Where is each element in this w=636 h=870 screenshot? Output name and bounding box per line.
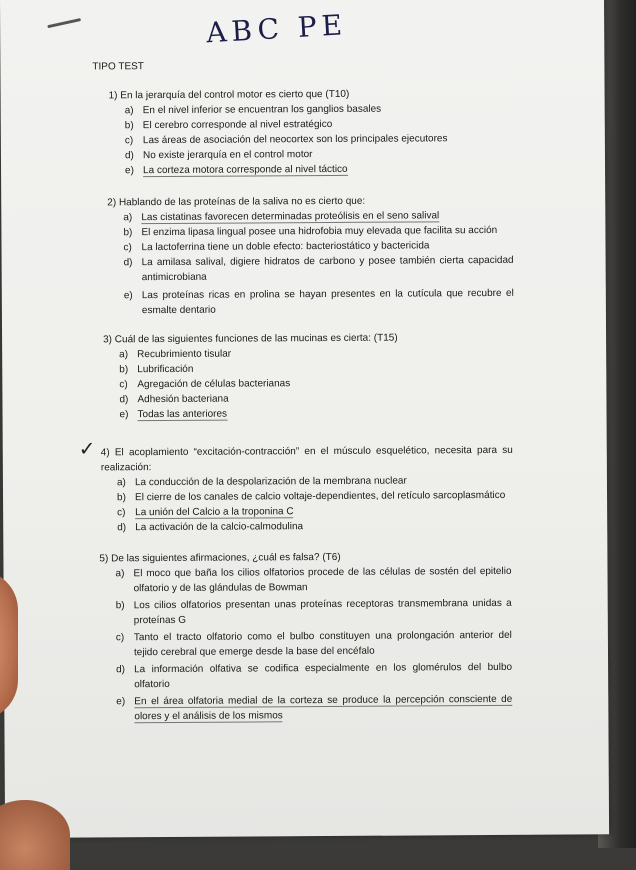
option-e: e) En el área olfatoria medial de la corteza se produce la percepción consciente de olores y el análisis de los mismos (116, 693, 513, 723)
option-c: c) Las áreas de asociación del neocortex son los principales ejecutores (124, 133, 448, 147)
option-a: a) En el nivel inferior se encuentran los ganglios basales (124, 103, 382, 117)
check-mark-icon: ✓ (78, 436, 96, 461)
question-number: 5) (99, 553, 109, 565)
option-d: d) La activación de la calcio-calmodulina (117, 521, 304, 534)
option-d: d) La información olfativa se codifica especialmente en los glomérulos del bulbo olfatorio (116, 661, 513, 691)
option-d: d) No existe jerarquía en el control motor (124, 149, 313, 162)
page-title: TIPO TEST (92, 61, 144, 73)
option-c: c) La unión del Calcio a la troponina C (117, 506, 294, 519)
question-number: 3) (103, 334, 113, 346)
question-text: En la jerarquía del control motor es cierto que (T10) (120, 88, 350, 102)
question-number: 4) (100, 447, 110, 459)
option-e: e) Las proteínas ricas en prolina se hayan presentes en la cutícula que recubre el esmalte dentario (123, 287, 514, 317)
option-a: a) Recubrimiento tisular (119, 348, 232, 361)
question-text: De las siguientes afirmaciones, ¿cuál es falsa? (T6) (111, 551, 341, 565)
option-a: a) La conducción de la despolarización de la membrana nuclear (116, 475, 407, 489)
option-a: a) Las cistatinas favorecen determinadas proteólisis en el seno salival (123, 210, 440, 224)
option-b: b) Lubrificación (119, 363, 194, 376)
option-c: c) Tanto el tracto olfatorio como el bulbo constituyen una prolongación anterior del tejido cerebral que emerge desde la base del encéfalo (115, 629, 512, 659)
question-3 (103, 330, 484, 422)
option-b: b) El cierre de los canales de calcio voltaje-dependientes, del retículo sarcoplasmático (117, 489, 506, 504)
question-1 (109, 86, 490, 178)
question-number: 1) (108, 90, 118, 102)
handwritten-note: ABC PE (205, 8, 348, 50)
option-e: e) Todas las anteriores (119, 408, 228, 421)
option-c: c) La lactoferrina tiene un doble efecto: bacteriostático y bactericida (123, 240, 430, 254)
question-text: Hablando de las proteínas de la saliva no es cierto que: (118, 195, 366, 209)
option-a: a) El moco que baña los cilios olfatorios procede de las células de sostén del epitelio olfatorio y de las glándulas de Bowman (115, 565, 512, 595)
question-4 (101, 443, 514, 536)
option-d: d) Adhesión bacteriana (119, 393, 229, 406)
question-2 (107, 193, 514, 318)
option-e: e) La corteza motora corresponde al nivel táctico (125, 163, 348, 177)
question-5 (99, 549, 512, 725)
question-text: El acoplamiento “excitación-contracción” en el músculo esquelético, necesita para su realización: (100, 444, 513, 474)
option-c: c) Agregación de células bacterianas (119, 378, 291, 391)
question-number: 2) (107, 197, 117, 209)
question-text: Cuál de las siguientes funciones de las mucinas es cierta: (T15) (114, 332, 398, 346)
pen-stroke-mark (47, 18, 81, 28)
option-b: b) El enzima lipasa lingual posee una hidrofobia muy elevada que facilita su acción (123, 224, 498, 239)
option-b: b) Los cilios olfatorios presentan unas proteínas receptoras transmembrana unidas a proteínas G (115, 597, 512, 627)
option-b: b) El cerebro corresponde al nivel estratégico (124, 118, 333, 132)
option-d: d) La amilasa salival, digiere hidratos de carbono y posee también cierta capacidad antimicrobiana (123, 254, 514, 284)
